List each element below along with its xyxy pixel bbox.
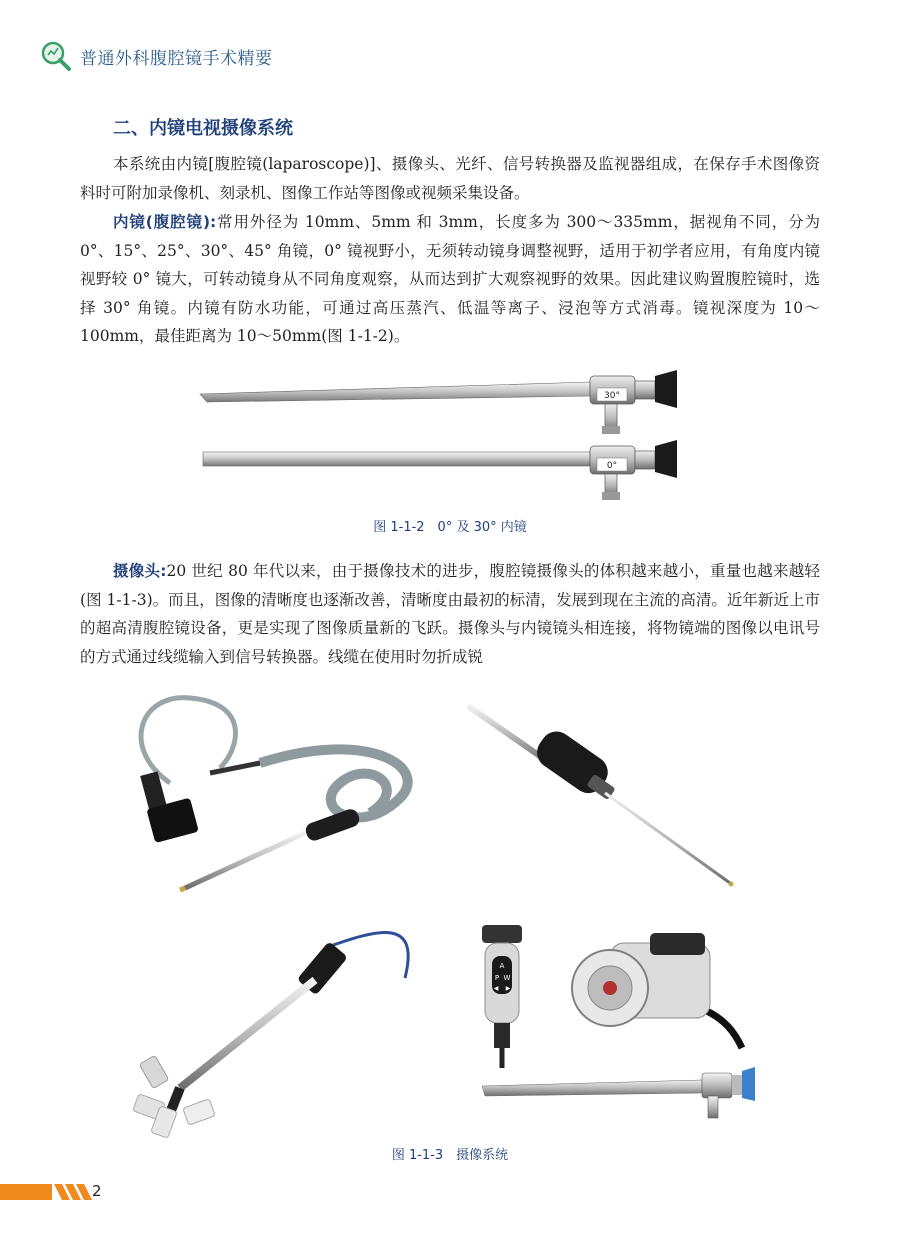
figure-caption-1-1-2: 图 1-1-2 0° 及 30° 内镜 <box>373 520 527 535</box>
scope-30-label: 30° <box>604 391 620 401</box>
control-button-a: A <box>499 962 505 970</box>
scope-30-degree <box>200 370 677 434</box>
camera-lead: 摄像头: <box>113 562 167 580</box>
articulating-camera <box>133 933 408 1138</box>
control-button-right: ▶ <box>505 985 511 992</box>
endoscope-figure <box>195 368 695 503</box>
camera-system-figure <box>110 688 810 1138</box>
paragraph-endoscope <box>80 208 820 351</box>
camera-head-rod <box>468 706 734 887</box>
camera-control-head <box>482 925 522 1068</box>
camera-with-cable <box>140 698 408 890</box>
magnifier-icon <box>40 40 72 72</box>
control-button-w: W <box>503 974 511 982</box>
footer-stripes <box>0 1176 120 1206</box>
control-button-left: ◀ <box>493 985 499 992</box>
running-header <box>40 38 273 74</box>
page-number: 2 <box>92 1182 102 1200</box>
control-button-p: P <box>494 974 500 982</box>
endoscope-text: 常用外径为 10mm、5mm 和 3mm，长度多为 300～335mm，据视角不同，分为 0°、15°、25°、30°、45° 角镜，0° 镜视野小，无须转动镜身调整视野，适用于初学者应用，有角度内镜视野较 0° 镜大，可转动镜身从不同角度观察，从而达到扩大观察视野的效果。因此建议购置腹腔镜时，选择 30° 角镜。内镜有防水功能，可通过高压蒸汽、低温等离子、浸泡等方式消毒。镜视深度为 10～100mm，最佳距离为 10～50mm(图 1-1-2)。 <box>80 213 820 345</box>
camera-text: 20 世纪 80 年代以来，由于摄像技术的进步，腹腔镜摄像头的体积越来越小，重量也越来越轻(图 1-1-3)。而且，图像的清晰度也逐渐改善，清晰度由最初的标清，发展到现在主流的高清。近年新近上市的超高清腹腔镜设备，更是实现了图像质量新的飞跃。摄像头与内镜镜头相连接，将物镜端的图像以电讯号的方式通过线缆输入到信号转换器。线缆在使用时勿折成锐 <box>80 562 821 666</box>
book-title: 普通外科腹腔镜手术精要 <box>80 48 273 69</box>
figure-caption-1-1-3: 图 1-1-3 摄像系统 <box>391 1148 509 1163</box>
endoscope-blue-eyepiece <box>482 1067 755 1118</box>
paragraph-system: 本系统由内镜[腹腔镜(laparoscope)]、摄像头、光纤、信号转换器及监视器组成，在保存手术图像资料时可附加录像机、刻录机、图像工作站等图像或视频采集设备。 <box>80 155 820 202</box>
camera-coupler <box>572 933 742 1048</box>
section-title: 二、内镜电视摄像系统 <box>113 118 293 139</box>
scope-0-label: 0° <box>606 461 618 471</box>
paragraph-camera <box>80 557 820 671</box>
endoscope-lead: 内镜(腹腔镜): <box>113 213 217 231</box>
